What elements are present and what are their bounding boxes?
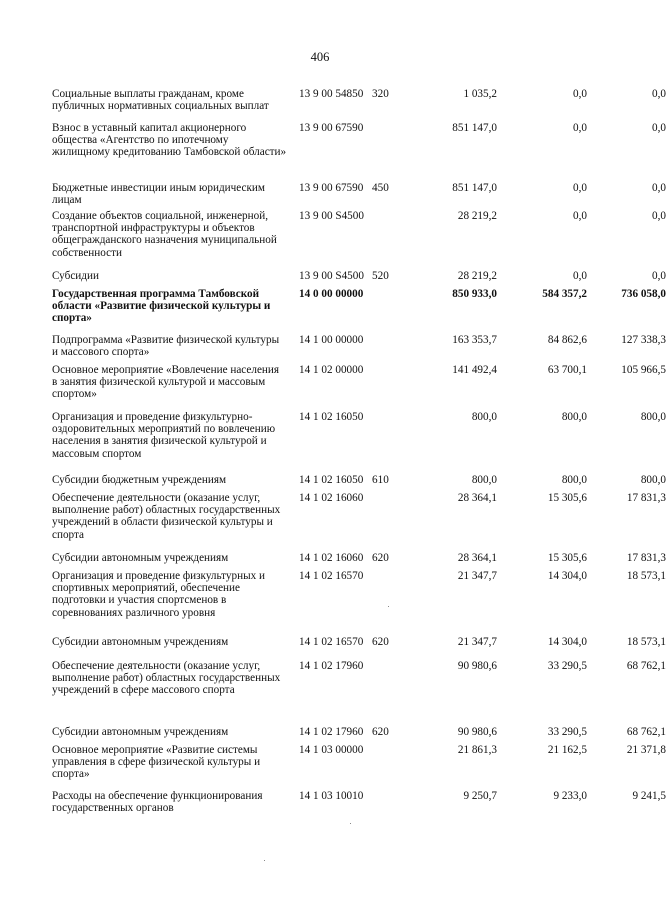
table-row bbox=[52, 334, 666, 359]
row-name: Субсидии bbox=[52, 270, 99, 282]
row-amount-1: 163 353,7 bbox=[452, 334, 497, 346]
row-amount-2: 800,0 bbox=[561, 411, 587, 423]
row-amount-2: 21 162,5 bbox=[547, 744, 587, 756]
page-number: 406 bbox=[310, 50, 330, 64]
row-expense-type: 520 bbox=[372, 270, 389, 282]
row-code: 14 1 02 00000 bbox=[299, 364, 364, 376]
row-code: 13 9 00 S4500 bbox=[299, 270, 364, 282]
row-code: 13 9 00 S4500 bbox=[299, 210, 364, 222]
row-code: 13 9 00 67590 bbox=[299, 122, 364, 134]
row-name: Обеспечение деятельности (оказание услуг, выполнение работ) областных государственных учреждений в сфере массового спорта bbox=[52, 660, 281, 697]
table-row bbox=[52, 744, 666, 781]
row-amount-3: 736 058,0 bbox=[621, 288, 666, 300]
row-amount-2: 15 305,6 bbox=[547, 492, 587, 504]
row-name: Организация и проведение физкультурных и спортивных мероприятий, обеспечение подготовки и участия спортсменов в соревнованиях различного уровня bbox=[52, 570, 265, 619]
row-code: 14 1 03 00000 bbox=[299, 744, 364, 756]
scan-artifact bbox=[350, 823, 351, 824]
row-amount-3: 105 966,5 bbox=[621, 364, 666, 376]
row-code: 14 1 00 00000 bbox=[299, 334, 364, 346]
row-amount-1: 28 219,2 bbox=[457, 210, 497, 222]
row-amount-2: 63 700,1 bbox=[547, 364, 587, 376]
scan-artifact bbox=[264, 860, 265, 861]
row-amount-2: 84 862,6 bbox=[547, 334, 587, 346]
table-row bbox=[52, 288, 666, 325]
row-code: 13 9 00 67590 bbox=[299, 182, 364, 194]
row-name: Расходы на обеспечение функционирования государственных органов bbox=[52, 790, 263, 815]
table-row bbox=[52, 270, 666, 282]
row-code: 14 1 02 16060 bbox=[299, 492, 364, 504]
row-amount-3: 800,0 bbox=[640, 474, 666, 486]
row-expense-type: 450 bbox=[372, 182, 389, 194]
row-name: Обеспечение деятельности (оказание услуг, выполнение работ) областных государственных учреждений в области физической культуры и спорта bbox=[52, 492, 281, 541]
row-amount-1: 851 147,0 bbox=[452, 122, 497, 134]
row-amount-1: 21 861,3 bbox=[457, 744, 497, 756]
row-amount-2: 0,0 bbox=[573, 122, 587, 134]
row-amount-3: 0,0 bbox=[652, 122, 666, 134]
row-expense-type: 620 bbox=[372, 636, 389, 648]
row-name: Субсидии автономным учреждениям bbox=[52, 636, 229, 648]
row-expense-type: 320 bbox=[372, 88, 389, 100]
row-amount-3: 0,0 bbox=[652, 88, 666, 100]
row-name: Социальные выплаты гражданам, кроме публичных нормативных социальных выплат bbox=[52, 88, 269, 113]
row-amount-3: 9 241,5 bbox=[632, 790, 666, 802]
table-row bbox=[52, 88, 666, 113]
row-amount-1: 90 980,6 bbox=[457, 726, 497, 738]
row-code: 14 1 02 17960 bbox=[299, 660, 364, 672]
row-amount-1: 21 347,7 bbox=[457, 570, 497, 582]
table-row bbox=[52, 552, 666, 564]
row-amount-2: 0,0 bbox=[573, 210, 587, 222]
table-row bbox=[52, 570, 666, 619]
row-name: Основное мероприятие «Развитие системы управления в сфере физической культуры и спорта» bbox=[52, 744, 261, 781]
table-row bbox=[52, 474, 666, 486]
row-code: 14 1 03 10010 bbox=[299, 790, 364, 802]
row-amount-1: 9 250,7 bbox=[463, 790, 497, 802]
row-amount-1: 21 347,7 bbox=[457, 636, 497, 648]
table-row bbox=[52, 122, 666, 159]
row-amount-2: 14 304,0 bbox=[547, 570, 587, 582]
row-name: Субсидии бюджетным учреждениям bbox=[52, 474, 227, 486]
row-name: Субсидии автономным учреждениям bbox=[52, 552, 229, 564]
row-code: 14 1 02 16050 bbox=[299, 411, 364, 423]
row-amount-1: 851 147,0 bbox=[452, 182, 497, 194]
row-amount-1: 1 035,2 bbox=[463, 88, 497, 100]
row-amount-3: 18 573,1 bbox=[626, 636, 666, 648]
row-amount-1: 28 364,1 bbox=[457, 552, 497, 564]
table-row bbox=[52, 210, 666, 259]
row-name: Государственная программа Тамбовской области «Развитие физической культуры и спорта» bbox=[52, 288, 271, 325]
row-amount-1: 800,0 bbox=[471, 474, 497, 486]
row-amount-3: 800,0 bbox=[640, 411, 666, 423]
row-amount-3: 0,0 bbox=[652, 270, 666, 282]
row-amount-3: 18 573,1 bbox=[626, 570, 666, 582]
row-name: Создание объектов социальной, инженерной, транспортной инфраструктуры и объектов общегражданского назначения муниципальной собственности bbox=[52, 210, 277, 259]
row-amount-1: 28 364,1 bbox=[457, 492, 497, 504]
row-name: Бюджетные инвестиции иным юридическим лицам bbox=[52, 182, 265, 207]
row-code: 14 0 00 00000 bbox=[299, 288, 364, 300]
table-row bbox=[52, 790, 666, 815]
row-amount-3: 17 831,3 bbox=[626, 492, 666, 504]
row-code: 14 1 02 16570 bbox=[299, 636, 364, 648]
row-amount-2: 33 290,5 bbox=[547, 660, 587, 672]
row-code: 14 1 02 17960 bbox=[299, 726, 364, 738]
row-amount-1: 90 980,6 bbox=[457, 660, 497, 672]
row-code: 14 1 02 16050 bbox=[299, 474, 364, 486]
row-amount-3: 17 831,3 bbox=[626, 552, 666, 564]
row-code: 14 1 02 16570 bbox=[299, 570, 364, 582]
scan-artifact bbox=[388, 606, 389, 607]
row-amount-3: 0,0 bbox=[652, 210, 666, 222]
row-name: Взнос в уставный капитал акционерного общества «Агентство по ипотечному жилищному кредитованию Тамбовской области» bbox=[52, 122, 287, 159]
row-amount-3: 0,0 bbox=[652, 182, 666, 194]
row-amount-2: 0,0 bbox=[573, 88, 587, 100]
table-row bbox=[52, 364, 666, 401]
table-row bbox=[52, 726, 666, 738]
row-amount-3: 68 762,1 bbox=[626, 726, 666, 738]
row-amount-1: 141 492,4 bbox=[452, 364, 497, 376]
row-expense-type: 610 bbox=[372, 474, 389, 486]
row-name: Подпрограмма «Развитие физической культуры и массового спорта» bbox=[52, 334, 280, 359]
row-amount-3: 68 762,1 bbox=[626, 660, 666, 672]
table-row bbox=[52, 182, 666, 207]
table-row bbox=[52, 411, 666, 460]
row-amount-2: 0,0 bbox=[573, 182, 587, 194]
row-name: Субсидии автономным учреждениям bbox=[52, 726, 229, 738]
row-code: 14 1 02 16060 bbox=[299, 552, 364, 564]
row-amount-1: 800,0 bbox=[471, 411, 497, 423]
row-amount-2: 0,0 bbox=[573, 270, 587, 282]
row-expense-type: 620 bbox=[372, 552, 389, 564]
table-row bbox=[52, 636, 666, 648]
row-amount-2: 15 305,6 bbox=[547, 552, 587, 564]
row-expense-type: 620 bbox=[372, 726, 389, 738]
row-code: 13 9 00 54850 bbox=[299, 88, 364, 100]
row-amount-2: 584 357,2 bbox=[542, 288, 587, 300]
row-name: Основное мероприятие «Вовлечение населения в занятия физической культурой и массовым спортом» bbox=[52, 364, 280, 401]
row-amount-1: 28 219,2 bbox=[457, 270, 497, 282]
table-row bbox=[52, 660, 666, 697]
row-name: Организация и проведение физкультурно-оздоровительных мероприятий по вовлечению населения в занятия физической культурой и массовым спортом bbox=[52, 411, 276, 460]
row-amount-2: 14 304,0 bbox=[547, 636, 587, 648]
row-amount-3: 127 338,3 bbox=[621, 334, 666, 346]
row-amount-2: 800,0 bbox=[561, 474, 587, 486]
row-amount-2: 9 233,0 bbox=[553, 790, 587, 802]
row-amount-2: 33 290,5 bbox=[547, 726, 587, 738]
row-amount-1: 850 933,0 bbox=[452, 288, 497, 300]
table-row bbox=[52, 492, 666, 541]
row-amount-3: 21 371,8 bbox=[626, 744, 666, 756]
